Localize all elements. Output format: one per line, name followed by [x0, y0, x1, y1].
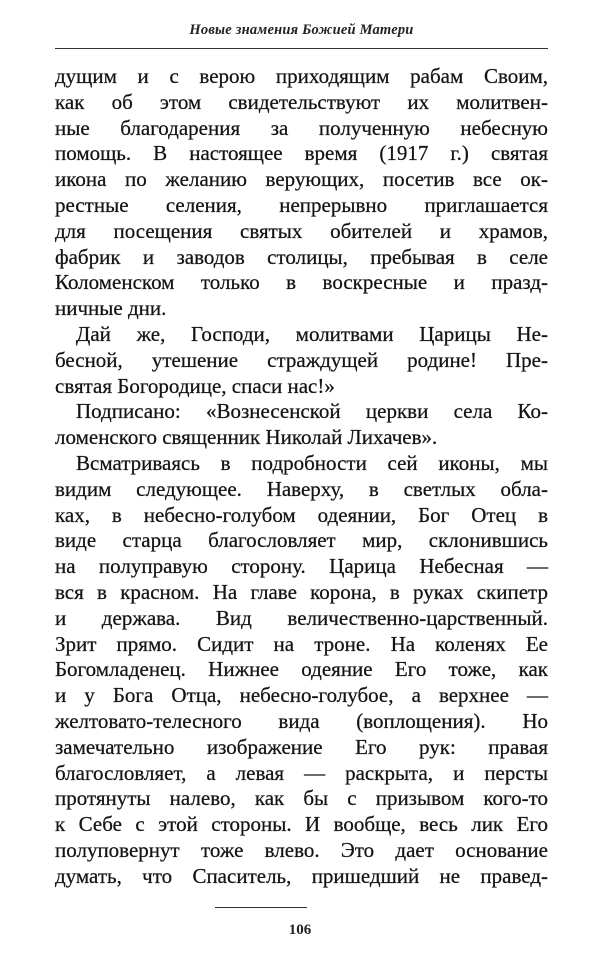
footer-divider	[215, 907, 307, 908]
paragraph	[55, 451, 548, 890]
text-line: помощь. В настоящее время (1917 г.) святая	[55, 141, 548, 166]
paragraph	[55, 399, 548, 451]
text-line: дущим и с верою приходящим рабам Своим,	[55, 64, 548, 88]
paragraph	[55, 322, 548, 399]
text-line: Дай же, Господи, молитвами Царицы Не-	[76, 321, 548, 346]
text-line: икона по желанию верующих, посетив все ок-	[55, 167, 548, 192]
header-divider	[55, 48, 548, 49]
text-line: замечательно изображение Его рук: правая	[55, 734, 548, 759]
text-line: виде старца благословляет мир, склонившись	[55, 528, 548, 553]
text-line: ничные дни.	[55, 296, 167, 321]
text-line: Всматриваясь в подробности сей иконы, мы	[76, 450, 548, 475]
text-line: фабрик и заводов столицы, пребывая в селе	[55, 244, 548, 269]
text-line: протянуты налево, как бы с призывом кого-то	[55, 786, 548, 811]
page-number: 106	[288, 922, 312, 938]
paragraph	[55, 64, 548, 322]
text-line: на полуправую сторону. Царица Небесная —	[55, 554, 548, 579]
text-line: святая Богородице, спаси нас!»	[55, 373, 335, 398]
text-line: Коломенском только в воскресные и празд-	[55, 270, 548, 295]
text-line: полуповернут тоже влево. Это дает основание	[55, 837, 548, 862]
text-line: желтовато-телесного вида (воплощения). Но	[55, 708, 548, 733]
text-line: рестные селения, непрерывно приглашается	[55, 192, 548, 217]
text-line: ках, в небесно-голубом одеянии, Бог Отец в	[55, 502, 548, 527]
text-line: как об этом свидетельствуют их молитвен-	[55, 89, 548, 114]
text-line: ломенского священник Николай Лихачев».	[55, 425, 438, 450]
text-line: Подписано: «Вознесенской церкви села Ко-	[76, 399, 548, 424]
text-line: и держава. Вид величественно-царственный.	[55, 605, 548, 630]
text-line: для посещения святых обителей и храмов,	[55, 218, 548, 243]
text-line: благословляет, а левая — раскрыта, и персты	[55, 760, 548, 785]
text-line: вся в красном. На главе корона, в руках скипетр	[55, 579, 548, 604]
text-line: думать, что Спаситель, пришедший не правед-	[55, 863, 548, 888]
page-body-text	[55, 64, 548, 890]
text-line: бесной, утешение страждущей родине! Пре-	[55, 347, 548, 372]
text-line: ные благодарения за полученную небесную	[55, 115, 548, 140]
text-line: Зрит прямо. Сидит на троне. На коленях Ее	[55, 631, 548, 656]
text-line: видим следующее. Наверху, в светлых обла-	[55, 476, 548, 501]
text-line: Богомладенец. Нижнее одеяние Его тоже, как	[55, 657, 548, 682]
text-line: к Себе с этой стороны. И вообще, весь лик Его	[55, 812, 548, 837]
running-head-title: Новые знамения Божией Матери	[189, 22, 414, 38]
text-line: и у Бога Отца, небесно-голубое, а верхнее —	[55, 683, 548, 708]
